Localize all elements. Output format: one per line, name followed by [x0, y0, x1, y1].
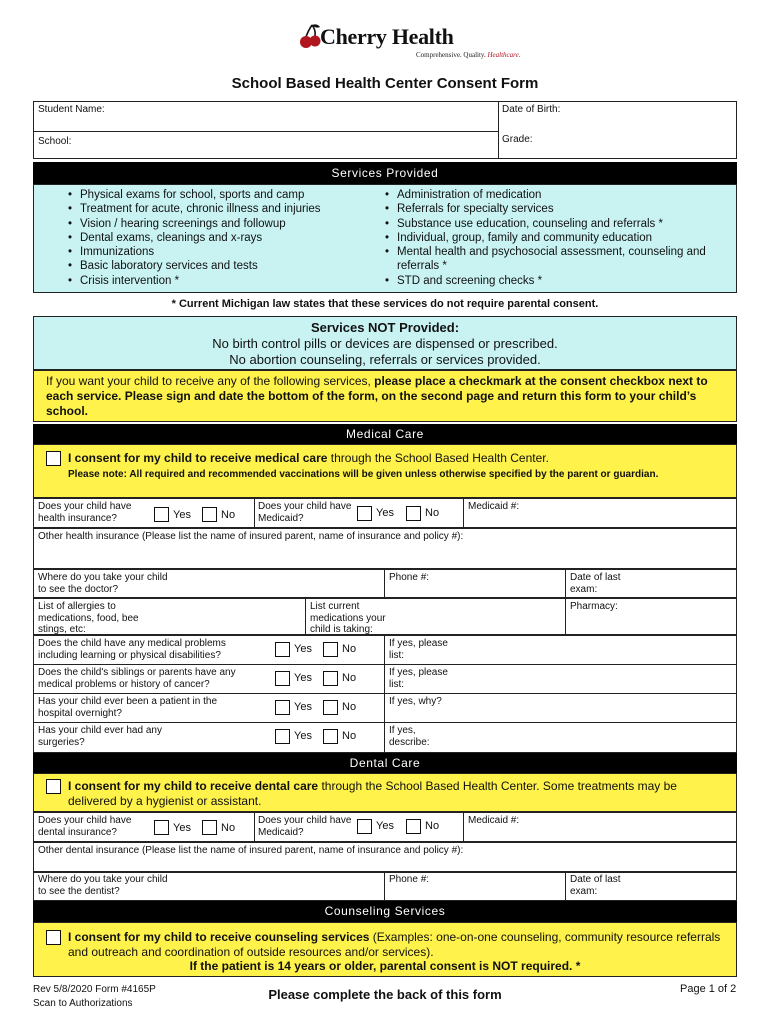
phone-label: Phone #:	[389, 572, 430, 583]
no-label: No	[342, 672, 357, 684]
list-item: • Administration of medication	[383, 188, 713, 202]
hospital-yes-checkbox[interactable]	[275, 700, 290, 715]
dental-consent-text: I consent for my child to receive dental care through the School Based Health Center. Some treatments may be delivered by a hygienist or assistant.	[68, 779, 677, 808]
divider	[254, 812, 255, 842]
not-provided-line1: No birth control pills or devices are dispensed or prescribed.	[212, 336, 558, 351]
disabilities-yes-checkbox[interactable]	[275, 642, 290, 657]
services-header: Services Provided	[33, 162, 737, 184]
dentist-phone-label: Phone #:	[389, 874, 430, 885]
medicaid-yes-checkbox[interactable]	[357, 506, 372, 521]
family-history-yes-checkbox[interactable]	[275, 671, 290, 686]
divider	[254, 498, 255, 528]
divider	[384, 872, 385, 901]
yes-label: Yes	[294, 701, 312, 713]
michigan-law-note: * Current Michigan law states that these services do not require parental consent.	[171, 298, 599, 310]
no-label: No	[342, 643, 357, 655]
divider	[498, 101, 499, 159]
no-label: No	[342, 730, 357, 742]
divider	[565, 598, 566, 635]
medical-consent-checkbox[interactable]	[46, 451, 61, 466]
divider	[384, 569, 385, 598]
yes-label: Yes	[173, 822, 191, 834]
counseling-consent-checkbox[interactable]	[46, 930, 61, 945]
other-dental-insurance-label: Other dental insurance (Please list the name of insured parent, name of insurance and policy #):	[38, 845, 464, 856]
list-item: • Basic laboratory services and tests	[66, 259, 366, 273]
cherry-health-logo	[298, 22, 521, 62]
if-yes-list-label: If yes, please list:	[389, 638, 448, 661]
instructions-bold: please place a checkmark at the consent checkbox next to each service. Please sign and date the bottom of the form, on the second page and return this form to your child’s school.	[46, 374, 708, 418]
school-field[interactable]	[75, 132, 495, 158]
if-yes-why-label: If yes, why?	[389, 696, 442, 707]
last-exam-label: Date of last exam:	[570, 572, 621, 595]
divider	[565, 872, 566, 901]
student-name-label: Student Name:	[38, 104, 105, 115]
dental-header: Dental Care	[33, 753, 737, 773]
counseling-header: Counseling Services	[33, 901, 737, 922]
divider	[33, 722, 737, 723]
other-insurance-label: Other health insurance (Please list the name of insured parent, name of insurance and policy #):	[38, 531, 464, 542]
list-item: • Substance use education, counseling and referrals *	[383, 217, 713, 231]
medications-label: List current medications your child is taking:	[310, 601, 386, 635]
divider	[305, 598, 306, 635]
medicaid-question: Does your child have Medicaid?	[258, 501, 352, 524]
revision-label: Rev 5/8/2020 Form #4165P	[33, 984, 156, 995]
question-hospital: Has your child ever been a patient in the hospital overnight?	[38, 696, 217, 719]
no-label: No	[342, 701, 357, 713]
list-item: • Dental exams, cleanings and x-rays	[66, 231, 366, 245]
medicaid-no-checkbox[interactable]	[406, 506, 421, 521]
yes-label: Yes	[173, 509, 191, 521]
question-family-history: Does the child's siblings or parents have any medical problems or history of cancer?	[38, 667, 236, 690]
yes-label: Yes	[294, 672, 312, 684]
list-item: • STD and screening checks *	[383, 274, 713, 288]
list-item: • Crisis intervention *	[66, 274, 366, 288]
dental-consent-checkbox[interactable]	[46, 779, 61, 794]
allergies-label: List of allergies to medications, food, bee stings, etc:	[38, 601, 139, 635]
no-label: No	[221, 509, 236, 521]
school-label: School:	[38, 136, 72, 147]
dental-medicaid-number-label: Medicaid #:	[468, 815, 520, 826]
list-item: • Treatment for acute, chronic illness and injuries	[66, 202, 366, 216]
dental-medicaid-no-checkbox[interactable]	[406, 819, 421, 834]
age-consent-note: If the patient is 14 years or older, parental consent is NOT required. *	[189, 959, 581, 973]
not-provided-line2: No abortion counseling, referrals or services provided.	[229, 352, 541, 367]
hospital-no-checkbox[interactable]	[323, 700, 338, 715]
complete-back-note: Please complete the back of this form	[268, 987, 502, 1002]
dental-last-exam-label: Date of last exam:	[570, 874, 621, 897]
dob-label: Date of Birth:	[502, 104, 561, 115]
divider	[463, 812, 464, 842]
doctor-label: Where do you take your child to see the doctor?	[38, 572, 168, 595]
not-provided-header: Services NOT Provided:	[310, 320, 460, 335]
pharmacy-label: Pharmacy:	[570, 601, 618, 612]
dentist-label: Where do you take your child to see the dentist?	[38, 874, 168, 897]
services-list-right	[383, 188, 713, 288]
divider	[384, 635, 385, 753]
brand-name: Cherry Health	[320, 24, 454, 49]
counseling-consent-text: I consent for my child to receive counseling services (Examples: one-on-one counseling, community resource referrals and outreach and coordination of outside resources and/or services).	[68, 930, 721, 959]
list-item: • Mental health and psychosocial assessment, counseling and referrals *	[383, 245, 713, 274]
services-list-left	[66, 188, 366, 288]
surgeries-yes-checkbox[interactable]	[275, 729, 290, 744]
divider	[33, 664, 737, 665]
page-number: Page 1 of 2	[680, 983, 737, 995]
divider	[565, 569, 566, 598]
medical-header: Medical Care	[33, 424, 737, 444]
disabilities-no-checkbox[interactable]	[323, 642, 338, 657]
list-item: • Individual, group, family and community education	[383, 231, 713, 245]
yes-label: Yes	[376, 507, 394, 519]
no-label: No	[425, 820, 440, 832]
if-yes-list-label: If yes, please list:	[389, 667, 448, 690]
dental-insurance-no-checkbox[interactable]	[202, 820, 217, 835]
divider	[463, 498, 464, 528]
list-item: • Referrals for specialty services	[383, 202, 713, 216]
grade-field[interactable]	[540, 132, 735, 158]
scan-label: Scan to Authorizations	[33, 998, 133, 1009]
family-history-no-checkbox[interactable]	[323, 671, 338, 686]
yes-label: Yes	[376, 820, 394, 832]
if-yes-describe-label: If yes, describe:	[389, 725, 430, 748]
no-label: No	[221, 822, 236, 834]
brand-tagline: Comprehensive. Quality. Healthcare.	[416, 51, 521, 59]
health-insurance-question: Does your child have health insurance?	[38, 501, 132, 524]
form-title: School Based Health Center Consent Form	[231, 75, 539, 92]
instructions-text: If you want your child to receive any of the following services,	[46, 374, 371, 388]
list-item: • Vision / hearing screenings and followup	[66, 217, 366, 231]
list-item: • Physical exams for school, sports and camp	[66, 188, 366, 202]
divider	[33, 693, 737, 694]
yes-label: Yes	[294, 643, 312, 655]
dental-medicaid-question: Does your child have Medicaid?	[258, 815, 352, 838]
instructions	[33, 370, 737, 422]
list-item: • Immunizations	[66, 245, 366, 259]
question-surgeries: Has your child ever had any surgeries?	[38, 725, 162, 748]
surgeries-no-checkbox[interactable]	[323, 729, 338, 744]
yes-label: Yes	[294, 730, 312, 742]
student-name-field[interactable]	[110, 102, 495, 130]
dental-insurance-yes-checkbox[interactable]	[154, 820, 169, 835]
question-disabilities: Does the child have any medical problems including learning or physical disabilities?	[38, 638, 226, 661]
dental-medicaid-yes-checkbox[interactable]	[357, 819, 372, 834]
health-insurance-yes-checkbox[interactable]	[154, 507, 169, 522]
dental-insurance-question: Does your child have dental insurance?	[38, 815, 132, 838]
medical-consent-text: I consent for my child to receive medical care through the School Based Health Center.	[68, 451, 549, 465]
vaccination-note: Please note: All required and recommended vaccinations will be given unless otherwise specified by the parent or guardian.	[68, 469, 659, 480]
no-label: No	[425, 507, 440, 519]
health-insurance-no-checkbox[interactable]	[202, 507, 217, 522]
grade-label: Grade:	[502, 134, 533, 145]
medicaid-number-label: Medicaid #:	[468, 501, 520, 512]
dob-field[interactable]	[560, 102, 735, 130]
